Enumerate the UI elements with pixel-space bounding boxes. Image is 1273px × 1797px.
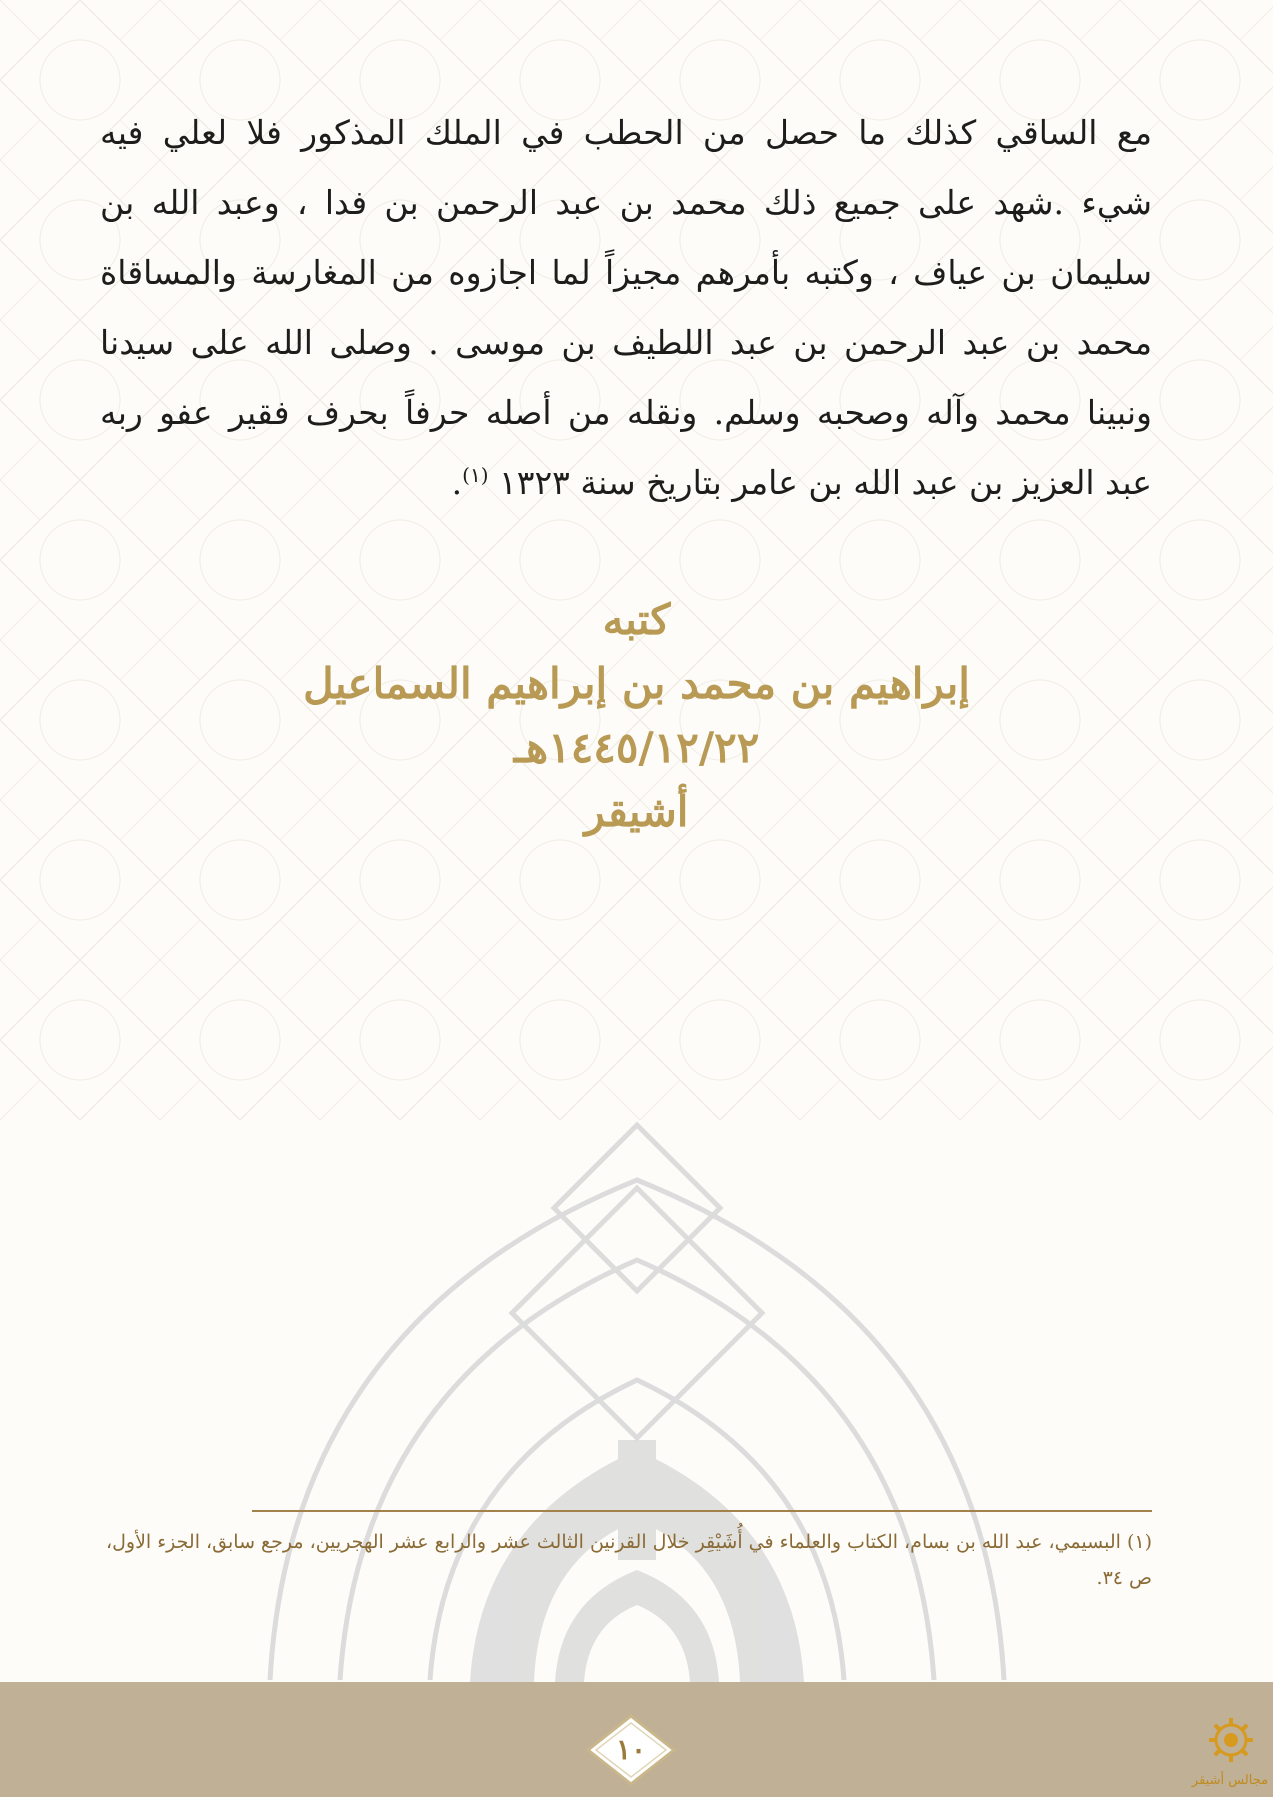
body-line: مع الساقي كذلك ما حصل من الحطب في الملك المذكور فلا لعلي فيه <box>100 113 1152 152</box>
signature-place: أشيقر <box>584 787 689 836</box>
page-number: ١٠ <box>615 1733 647 1766</box>
body-line: ونبينا محمد وآله وصحبه وسلم. ونقله من أصله حرفاً بحرف فقير عفو ربه <box>100 393 1152 432</box>
body-line: محمد بن عبد الرحمن بن عبد اللطيف بن موسى . وصلى الله على سيدنا <box>100 323 1152 362</box>
body-line: سليمان بن عياف ، وكتبه بأمرهم مجيزاً لما اجازوه من المغارسة والمساقاة <box>100 253 1152 292</box>
footnote-divider <box>252 1510 1152 1512</box>
body-last-line-end: . <box>451 463 463 502</box>
body-last-line-text: عبد العزيز بن عبد الله بن عامر بتاريخ سنة ١٣٢٣ <box>499 463 1152 502</box>
footnote-text: (١) البسيمي، عبد الله بن بسام، الكتاب والعلماء في أُشَيْقِر خلال القرنين الثالث عشر والرابع عشر الهجريين، مرجع سابق، الجزء الأول، ص ٣٤. <box>105 1531 1152 1589</box>
body-paragraph <box>100 98 1152 518</box>
signature-author: إبراهيم بن محمد بن إبراهيم السماعيل <box>303 659 970 708</box>
publisher-name: مجالس أشيقر <box>1191 1773 1269 1788</box>
footnote-reference[interactable]: (١) <box>462 463 489 487</box>
body-last-line <box>100 448 1152 518</box>
body-line: شيء .شهد على جميع ذلك محمد بن عبد الرحمن بن فدا ، وعبد الله بن <box>100 183 1152 222</box>
signature-date: ١٤٤٥/١٢/٢٢هـ <box>513 723 760 772</box>
signature-wrote: كتبه <box>602 595 671 644</box>
signature-block <box>0 588 1273 844</box>
